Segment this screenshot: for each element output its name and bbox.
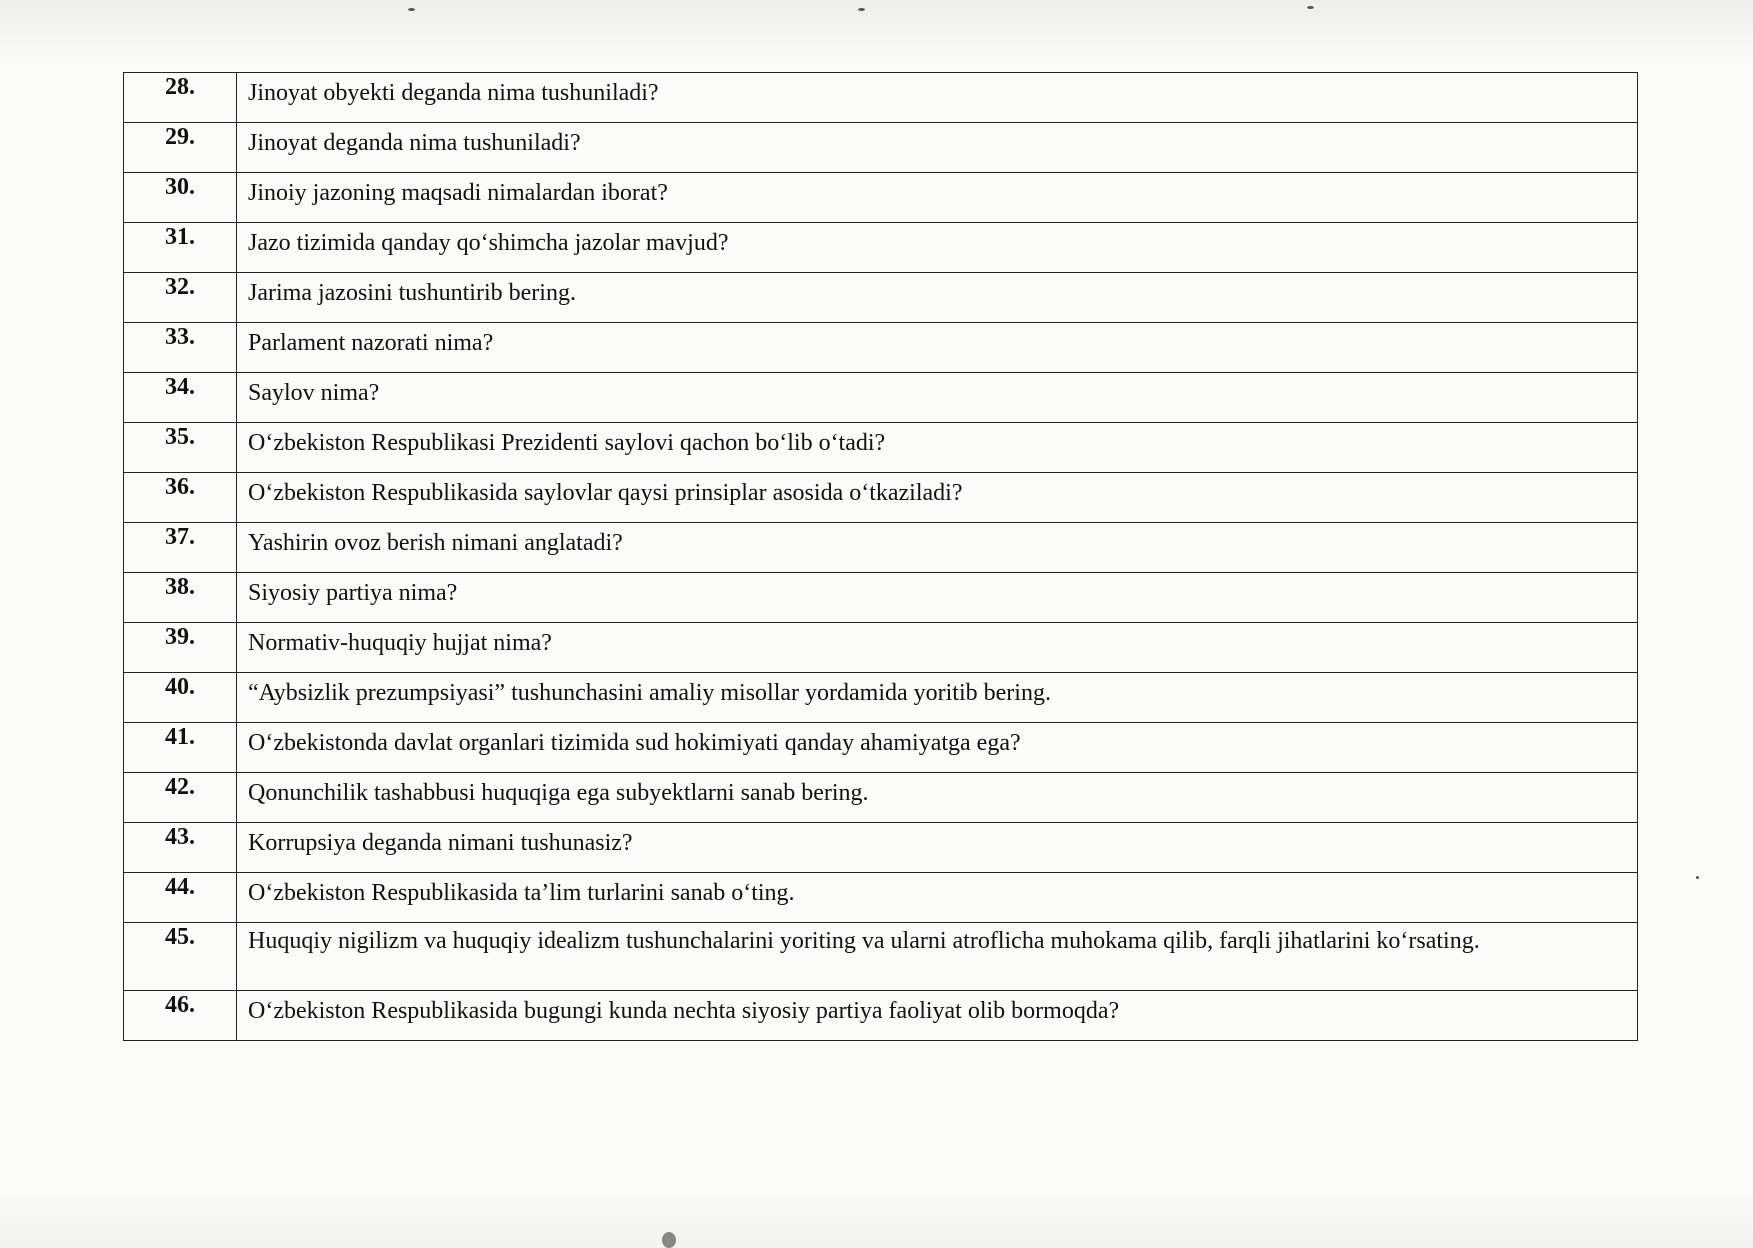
question-text: Jinoyat obyekti deganda nima tushuniladi? xyxy=(237,73,1638,123)
question-number: 38. xyxy=(124,573,237,623)
question-number: 42. xyxy=(124,773,237,823)
scan-speck xyxy=(858,8,865,11)
question-number: 40. xyxy=(124,673,237,723)
question-row xyxy=(124,423,1638,473)
scan-speck xyxy=(662,1232,676,1248)
question-number: 45. xyxy=(124,923,237,991)
question-text: Parlament nazorati nima? xyxy=(237,323,1638,373)
question-row xyxy=(124,523,1638,573)
question-text: Jazo tizimida qanday qo‘shimcha jazolar mavjud? xyxy=(237,223,1638,273)
scan-top-shadow xyxy=(0,0,1753,70)
question-row xyxy=(124,723,1638,773)
question-number: 31. xyxy=(124,223,237,273)
question-text: Jarima jazosini tushuntirib bering. xyxy=(237,273,1638,323)
question-row xyxy=(124,373,1638,423)
scan-speck xyxy=(1307,6,1314,9)
question-row xyxy=(124,273,1638,323)
question-text: Jinoiy jazoning maqsadi nimalardan iborat? xyxy=(237,173,1638,223)
question-text: Normativ-huquqiy hujjat nima? xyxy=(237,623,1638,673)
question-text: O‘zbekiston Respublikasi Prezidenti saylovi qachon bo‘lib o‘tadi? xyxy=(237,423,1638,473)
question-number: 30. xyxy=(124,173,237,223)
question-text: Jinoyat deganda nima tushuniladi? xyxy=(237,123,1638,173)
question-number: 41. xyxy=(124,723,237,773)
question-row xyxy=(124,773,1638,823)
question-row xyxy=(124,873,1638,923)
questions-table xyxy=(123,72,1638,1041)
question-text: Huquqiy nigilizm va huquqiy idealizm tushunchalarini yoriting va ularni atroflicha muhokama qilib, farqli jihatlarini ko‘rsating. xyxy=(237,923,1638,991)
question-row xyxy=(124,923,1638,991)
question-number: 32. xyxy=(124,273,237,323)
question-number: 46. xyxy=(124,991,237,1041)
question-text: “Aybsizlik prezumpsiyasi” tushunchasini amaliy misollar yordamida yoritib bering. xyxy=(237,673,1638,723)
question-row xyxy=(124,991,1638,1041)
question-number: 29. xyxy=(124,123,237,173)
question-text: O‘zbekiston Respublikasida saylovlar qaysi prinsiplar asosida o‘tkaziladi? xyxy=(237,473,1638,523)
question-text: Korrupsiya deganda nimani tushunasiz? xyxy=(237,823,1638,873)
question-row xyxy=(124,623,1638,673)
questions-table-body xyxy=(124,73,1638,1041)
question-row xyxy=(124,473,1638,523)
question-text: O‘zbekiston Respublikasida bugungi kunda nechta siyosiy partiya faoliyat olib bormoqda? xyxy=(237,991,1638,1041)
question-row xyxy=(124,573,1638,623)
question-row xyxy=(124,123,1638,173)
question-text: Siyosiy partiya nima? xyxy=(237,573,1638,623)
question-row xyxy=(124,823,1638,873)
scan-speck xyxy=(408,8,415,11)
question-number: 35. xyxy=(124,423,237,473)
question-row xyxy=(124,223,1638,273)
question-number: 37. xyxy=(124,523,237,573)
question-row xyxy=(124,173,1638,223)
question-text: O‘zbekistonda davlat organlari tizimida sud hokimiyati qanday ahamiyatga ega? xyxy=(237,723,1638,773)
question-number: 39. xyxy=(124,623,237,673)
question-row xyxy=(124,673,1638,723)
scan-bottom-shadow xyxy=(0,1188,1753,1248)
question-text: Qonunchilik tashabbusi huquqiga ega subyektlarni sanab bering. xyxy=(237,773,1638,823)
question-number: 34. xyxy=(124,373,237,423)
question-text: Saylov nima? xyxy=(237,373,1638,423)
question-number: 33. xyxy=(124,323,237,373)
question-number: 44. xyxy=(124,873,237,923)
question-row xyxy=(124,73,1638,123)
question-number: 43. xyxy=(124,823,237,873)
question-text: Yashirin ovoz berish nimani anglatadi? xyxy=(237,523,1638,573)
question-text: O‘zbekiston Respublikasida ta’lim turlarini sanab o‘ting. xyxy=(237,873,1638,923)
question-number: 36. xyxy=(124,473,237,523)
scan-speck xyxy=(1696,876,1699,879)
question-row xyxy=(124,323,1638,373)
question-number: 28. xyxy=(124,73,237,123)
